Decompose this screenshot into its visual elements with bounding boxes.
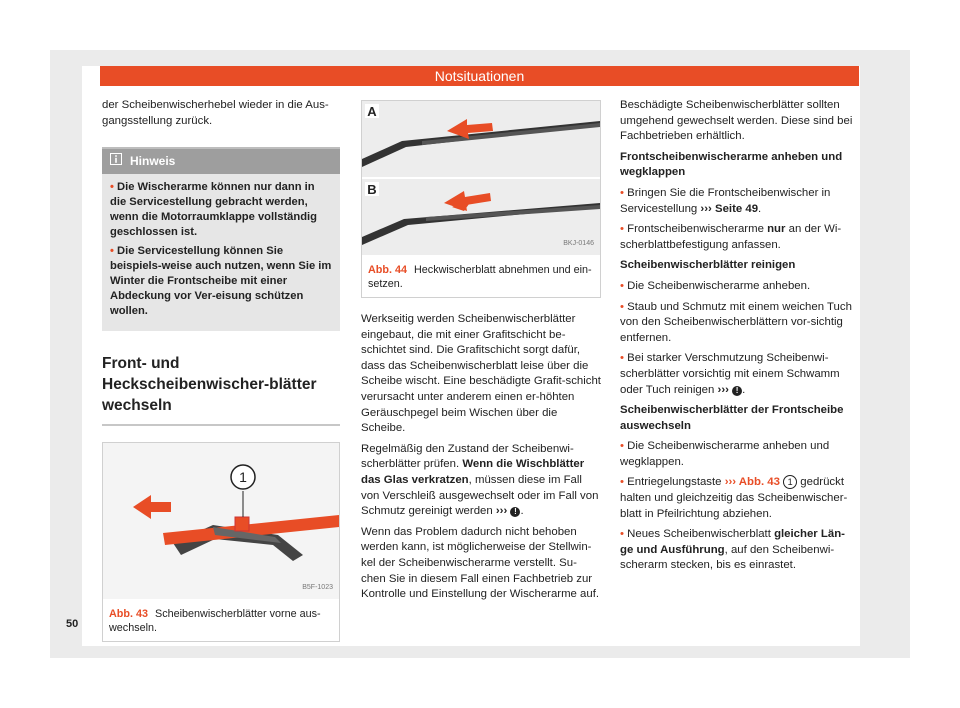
- bullet-item: • Entriegelungstaste ››› Abb. 43 1 gedrückt halten und gleichzeitig das Scheibenwischer-blatt in Pfeilrichtung abziehen.: [620, 476, 848, 520]
- bullet-item: • Bei starker Verschmutzung Scheibenwi-scherblätter vorsichtig mit einem Schwamm oder Tuch reinigen ››› ! .: [620, 352, 840, 396]
- bullet-item: • Die Scheibenwischerarme anheben.: [620, 279, 811, 292]
- bullet-item: • Neues Scheibenwischerblatt gleicher Län-ge und Ausführung, auf den Scheibenwi-scherarm stecken, bis es einrastet.: [620, 528, 845, 572]
- column-middle: [361, 100, 601, 608]
- figure-44-image: [362, 101, 600, 255]
- bullet-item: • Die Scheibenwischerarme anheben und wegklappen.: [620, 440, 830, 468]
- hinweis-box: [102, 147, 340, 331]
- column-left: [102, 98, 340, 642]
- figure-44: [361, 100, 601, 298]
- panel-label-a: A: [367, 104, 377, 119]
- paragraph: Werkseitig werden Scheibenwischerblätter eingebaut, die mit einer Grafitschicht be-schichtet sind. Die Grafitschicht sorgt dafür, dass das Scheibenwischerblatt leise über die Scheibe wischt. Eine beschädigte Grafit-schicht verursacht unter anderem einen er-höhten Geräuschpegel beim Wischen über die Scheibe.: [361, 313, 601, 435]
- callout-number: 1: [783, 475, 797, 489]
- paragraph: Regelmäßig den Zustand der Scheibenwi-scherblätter prüfen. Wenn die Wischblätter das Glas verkratzen, müssen diese im Fall von Verschleiß ausgewechselt oder im Fall von Schmutz gereinigt werden ››› ! .: [361, 442, 599, 518]
- caption-text: Scheibenwischerblätter vorne aus-wechseln.: [109, 607, 321, 634]
- paragraph: Beschädigte Scheibenwischerblätter sollten umgehend gewechselt werden. Diese sind bei Fachbetrieben erhältlich.: [620, 99, 853, 143]
- info-icon: [110, 153, 122, 170]
- bullet-item: • Bringen Sie die Frontscheibenwischer in Servicestellung ››› Seite 49.: [620, 186, 831, 215]
- hinweis-item: • Die Wischerarme können nur dann in die Servicestellung gebracht werden, wenn die Motorraumklappe vollständig geschlossen ist.: [110, 180, 317, 238]
- bullet-icon: •: [110, 244, 118, 257]
- bullet-item: • Staub und Schmutz mit einem weichen Tuch von den Scheibenwischerblättern vor-sichtig entfernen.: [620, 300, 852, 344]
- callout-1: 1: [239, 468, 247, 485]
- subheading: Scheibenwischerblätter reinigen: [620, 259, 796, 272]
- wiper-front-illustration: [103, 443, 339, 599]
- warning-icon: !: [510, 507, 520, 517]
- page-reference-link[interactable]: ››› Seite 49: [700, 202, 759, 215]
- caption-text: Heckwischerblatt abnehmen und ein-setzen.: [368, 264, 592, 290]
- figure-43-image: [103, 443, 339, 599]
- hinweis-title: Hinweis: [130, 153, 176, 168]
- section-title: Front- und Heckscheibenwischer-blätter wechseln: [102, 353, 340, 426]
- warning-icon: !: [732, 386, 742, 396]
- figure-code: B5F-1023: [302, 584, 333, 592]
- hinweis-header: [102, 149, 340, 174]
- subheading: Frontscheibenwischerarme anheben und wegklappen: [620, 150, 843, 179]
- page-number: 50: [66, 618, 79, 630]
- bullet-item: • Frontscheibenwischerarme nur an der Wi-scherblattbefestigung anfassen.: [620, 223, 842, 251]
- figure-44-caption: [362, 255, 600, 297]
- page-header: Notsituationen: [100, 66, 859, 86]
- figure-43: [102, 442, 340, 642]
- figure-label: Abb. 43: [109, 607, 148, 620]
- paragraph: Wenn das Problem dadurch nicht behoben werden kann, ist möglicherweise der Stellwin-kel der Scheibenwischerarme verstellt. Su-chen Sie in diesem Fall einen Fachbetrieb zur Kontrolle und Einstellung der Wischerarme auf.: [361, 525, 600, 601]
- figure-43-caption: [103, 599, 339, 641]
- hinweis-item: • Die Servicestellung können Sie beispiels-weise auch nutzen, wenn Sie im Winter die Frontscheibe mit einer Abdeckung vor Ver-eisung schützen wollen.: [110, 244, 332, 317]
- figure-code: BKJ-0146: [563, 240, 594, 248]
- figure-label: Abb. 44: [368, 264, 407, 276]
- intro-text: der Scheibenwischerhebel wieder in die Aus-gangsstellung zurück.: [102, 99, 329, 127]
- subheading: Scheibenwischerblätter der Frontscheibe auswechseln: [620, 404, 844, 432]
- panel-label-b: B: [367, 182, 377, 197]
- hinweis-body: [102, 174, 340, 331]
- figure-reference-link[interactable]: ››› Abb. 43: [724, 476, 780, 489]
- wiper-rear-illustration: [362, 101, 600, 255]
- bullet-icon: •: [110, 180, 118, 193]
- column-right: [620, 98, 858, 579]
